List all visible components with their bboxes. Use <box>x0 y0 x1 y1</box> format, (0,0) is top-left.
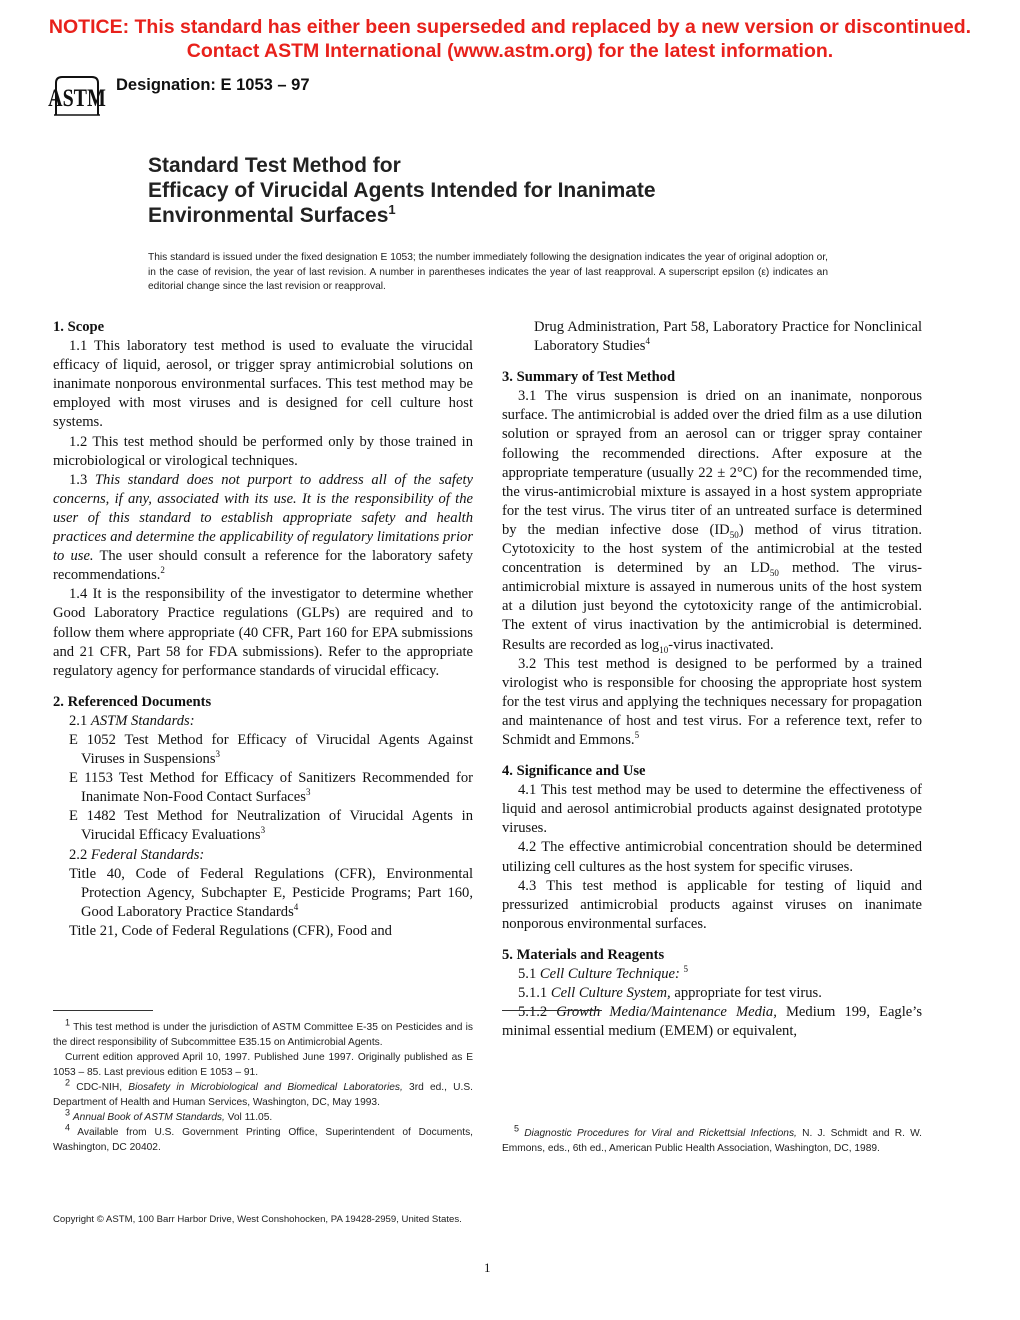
significance-heading: 4. Significance and Use <box>502 763 646 780</box>
ref-title21-b <box>534 318 922 356</box>
scope-1-3-rest: The user should consult a reference for the laboratory safety recommendations. <box>53 548 473 584</box>
summary-3-1-d: -virus inactivated. <box>668 636 774 653</box>
footnote-5-mark: 5 <box>514 1123 520 1134</box>
footnote-3 <box>53 1107 473 1125</box>
ref-e1482-sup: 3 <box>260 825 266 836</box>
footnote-5-b: N. J. Schmidt and R. W. Emmons, eds., 6th ed., American Public Health Association, Washington, DC, 1989. <box>502 1128 922 1154</box>
materials-5-1-2-rest: Medium 199, Eagle’s minimal essential medium (EMEM) or equivalent, <box>502 1004 922 1040</box>
title-footnote-mark: 1 <box>388 202 396 217</box>
scope-1-4: 1.4 It is the responsibility of the investigator to determine whether Good Laboratory Practice regulations (GLPs) are required and to follow them where appropriate (40 CFR, Part 160 for EPA submissions and 21 CFR, Part 58 for FDA submissions). Refer to the appropriate regulatory agency for performance standards of virucidal efficacy. <box>53 586 473 679</box>
issued-note: This standard is issued under the fixed designation E 1053; the number immediately following the designation indicates the year of original adoption or, in the case of revision, the year of last revision. A number in parentheses indicates the year of last reapproval. A superscript epsilon (ε) indicates an editorial change since the last revision or reapproval. <box>148 252 828 292</box>
ref-e1052 <box>69 731 473 769</box>
ref-e1153-sup: 3 <box>305 787 311 798</box>
footnote-1-text: This test method is under the jurisdiction of ASTM Committee E-35 on Pesticides and is the direct responsibility of Subcommittee E35.15 on Antimicrobial Agents. <box>53 1022 473 1048</box>
footnote-2-italic: Biosafety in Microbiological and Biomedical Laboratories, <box>128 1082 403 1093</box>
footnote-rule-left <box>53 1010 153 1011</box>
ref-title21-b-text: Drug Administration, Part 58, Laboratory Practice for Nonclinical Laboratory Studies <box>534 319 922 355</box>
right-column <box>502 318 922 1041</box>
materials-5-1-sup: 5 <box>683 964 689 975</box>
scope-1-3 <box>53 471 473 586</box>
summary-3-1-a: 3.1 The virus suspension is dried on an inanimate, nonporous surface. The antimicrobial is added over the dried film as a use dilution solution or sprayed from an aerosol can or trigger spray container following the recommended directions. After exposure at the appropriate temperature (usually 22 ± 2°C) for the recommended time, the virus-antimicrobial mixture is assayed in a host system appropriate for the test virus. The virus titer of an untreated surface is determined by the median infective dose (ID <box>502 388 922 538</box>
materials-5-1-1 <box>502 984 922 1003</box>
ref-2-1-label: ASTM Standards: <box>90 712 195 729</box>
notice-line-2: Contact ASTM International (www.astm.org) for the latest information. <box>186 40 834 62</box>
footnote-4 <box>53 1122 473 1155</box>
materials-5-1 <box>502 965 922 984</box>
footnote-1b: Current edition approved April 10, 1997. Published June 1997. Originally published as E 1053 – 85. Last previous edition E 1053 – 91. <box>53 1052 473 1078</box>
ref-title21-a: Title 21, Code of Federal Regulations (CFR), Food and <box>69 922 392 939</box>
materials-heading: 5. Materials and Reagents <box>502 946 665 963</box>
ref-e1482 <box>69 807 473 845</box>
footnote-3-mark: 3 <box>65 1107 71 1118</box>
materials-5-1-1-label: Cell Culture System, <box>550 985 671 1002</box>
footnote-2-b: 3rd ed., U.S. Department of Health and Human Services, Washington, DC, May 1993. <box>53 1082 473 1108</box>
summary-heading: 3. Summary of Test Method <box>502 369 676 386</box>
footnote-1-mark: 1 <box>65 1017 71 1028</box>
footnote-3-b: Vol 11.05. <box>227 1112 273 1123</box>
footnote-3-italic: Annual Book of ASTM Standards, <box>72 1112 225 1123</box>
footnotes-right <box>502 1123 922 1156</box>
scope-1-3-sup: 2 <box>160 565 165 576</box>
materials-5-1-2 <box>502 1003 922 1041</box>
copyright: Copyright © ASTM, 100 Barr Harbor Drive, West Conshohocken, PA 19428-2959, United States. <box>53 1214 462 1225</box>
footnote-4-mark: 4 <box>65 1122 71 1133</box>
footnote-1 <box>53 1017 473 1050</box>
significance-4-1: 4.1 This test method may be used to determine the effectiveness of liquid and aerosol antimicrobial products against designated prototype viruses. <box>502 782 922 837</box>
ref-2-2 <box>53 846 473 865</box>
ref-e1052-text: E 1052 Test Method for Efficacy of Virucidal Agents Against Viruses in Suspensions <box>69 731 473 768</box>
scope-1-3-italic: This standard does not purport to address all of the safety concerns, if any, associated with its use. It is the responsibility of the user of this standard to establish appropriate safety and health practices and determine the applicability of regulatory limitations prior to use. <box>53 471 473 565</box>
summary-log10-sub: 10 <box>659 644 669 655</box>
materials-5-1-num: 5.1 <box>518 966 537 982</box>
ref-2-2-num: 2.2 <box>69 846 88 863</box>
ref-2-1-num: 2.1 <box>69 712 88 729</box>
left-column <box>53 318 473 941</box>
scope-1-3-num: 1.3 <box>69 471 88 488</box>
ref-title40 <box>69 865 473 922</box>
materials-5-1-label: Cell Culture Technique: <box>539 966 680 982</box>
scope-1-2: 1.2 This test method should be performed only by those trained in microbiological or virological techniques. <box>53 433 473 469</box>
footnote-2 <box>53 1077 473 1110</box>
astm-logo-icon <box>48 75 106 117</box>
summary-3-2-sup: 5 <box>634 730 640 741</box>
ref-e1482-text: E 1482 Test Method for Neutralization of Virucidal Agents in Virucidal Efficacy Evaluations <box>69 808 473 844</box>
footnote-5-italic: Diagnostic Procedures for Viral and Rickettsial Infections, <box>524 1128 797 1139</box>
significance-4-2: 4.2 The effective antimicrobial concentration should be determined utilizing cell cultures as the host system for specific viruses. <box>502 839 922 875</box>
logo-text: ASTM <box>48 84 106 112</box>
materials-5-1-1-rest: appropriate for test virus. <box>674 985 822 1002</box>
summary-3-1 <box>502 387 922 654</box>
footnote-2-a: CDC-NIH, <box>76 1082 123 1093</box>
title-line-1: Standard Test Method for <box>148 154 401 177</box>
summary-3-1-b: ) method of virus titration. Cytotoxicity to the host system of the antimicrobial at the tested concentration is determined by an LD <box>502 521 922 577</box>
ref-2-1 <box>53 712 473 731</box>
summary-ld50-sub: 50 <box>769 568 779 579</box>
summary-3-1-c: method. The virus-antimicrobial mixture is assayed in numerous units of the host system at a dilution just beyond the cytotoxicity range of the antimicrobial. The extent of virus inactivation by the antimicrobial is determined. Results are recorded as log <box>502 560 922 653</box>
title-line-3-text: Environmental Surfaces <box>148 204 389 227</box>
designation: Designation: E 1053 – 97 <box>116 76 310 94</box>
footnote-4-text: Available from U.S. Government Printing Office, Superintendent of Documents, Washington, DC 20402. <box>53 1127 473 1153</box>
significance-4-3: 4.3 This test method is applicable for testing of liquid and pressurized antimicrobial products against viruses on inanimate nonporous environmental surfaces. <box>502 877 922 932</box>
referenced-heading: 2. Referenced Documents <box>53 693 212 710</box>
ref-title21-sup: 4 <box>645 336 650 347</box>
ref-e1153 <box>69 769 473 807</box>
ref-title40-sup: 4 <box>293 901 299 912</box>
ref-2-2-label: Federal Standards: <box>90 846 205 863</box>
page-number: 1 <box>484 1260 491 1275</box>
scope-heading: 1. Scope <box>53 319 105 335</box>
ref-e1153-text: E 1153 Test Method for Efficacy of Sanitizers Recommended for Inanimate Non-Food Contact Surfaces <box>69 770 473 806</box>
materials-5-1-2-label: Growth Media/Maintenance Media, <box>556 1004 777 1021</box>
materials-5-1-1-num: 5.1.1 <box>518 985 548 1002</box>
ref-e1052-sup: 3 <box>215 749 221 760</box>
materials-5-1-2-num: 5.1.2 <box>518 1004 548 1021</box>
title-line-3 <box>148 203 396 228</box>
footnotes-left <box>53 1017 473 1155</box>
ref-title40-text: Title 40, Code of Federal Regulations (CFR), Environmental Protection Agency, Subchapter E, Pesticide Programs; Part 160, Good Laboratory Practice Standards <box>69 865 473 920</box>
summary-id50-sub: 50 <box>729 529 739 540</box>
footnote-rule-right <box>502 1010 602 1011</box>
footnote-2-mark: 2 <box>65 1077 71 1088</box>
summary-3-2 <box>502 655 922 750</box>
summary-3-2-text: 3.2 This test method is designed to be performed by a trained virologist who is responsible for choosing the appropriate host system for the test virus and applying the techniques necessary for propagation and maintenance of host and test virus. For a reference text, refer to Schmidt and Emmons. <box>502 655 922 748</box>
notice-line-1: NOTICE: This standard has either been superseded and replaced by a new version or discontinued. <box>48 16 972 38</box>
footnote-5 <box>502 1123 922 1156</box>
title-line-2: Efficacy of Virucidal Agents Intended for Inanimate <box>148 179 656 202</box>
scope-1-1: 1.1 This laboratory test method is used to evaluate the virucidal efficacy of liquid, aerosol, or trigger spray antimicrobial solutions on inanimate nonporous environmental surfaces. This test method may be employed with most viruses and is designed for cell culture host systems. <box>53 338 473 431</box>
